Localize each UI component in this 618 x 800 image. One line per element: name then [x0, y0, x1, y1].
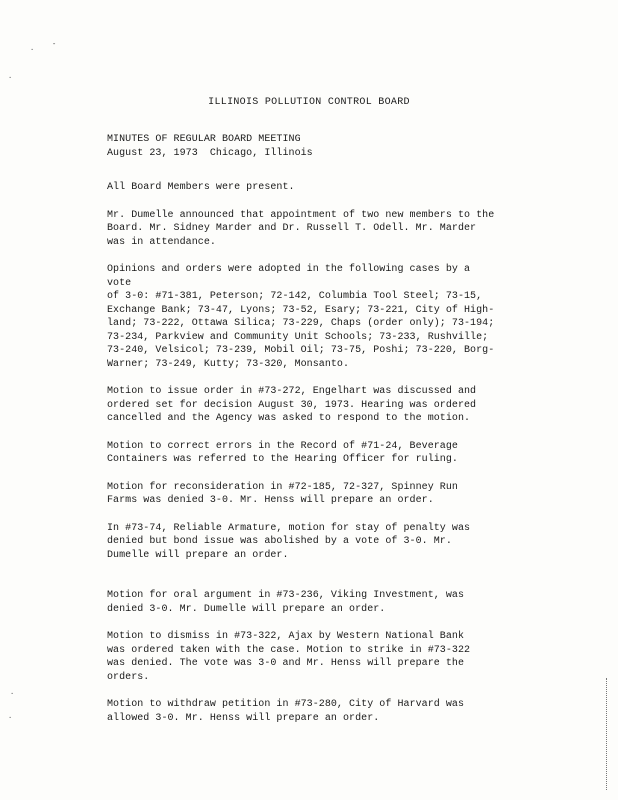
meeting-date-place: August 23, 1973 Chicago, Illinois [107, 147, 313, 159]
scan-speck: - [52, 41, 57, 49]
paragraph-new-members: Mr. Dumelle announced that appointment of two new members to the Board. Mr. Sidney Marder and Dr. Russell T. Odell. Mr. Marder was in attendance. [107, 209, 495, 248]
scan-speck: . [8, 713, 13, 721]
minutes-heading [107, 133, 313, 160]
paragraph-opinions-adopted: Opinions and orders were adopted in the following cases by a vote of 3-0: #71-381, Peterson; 72-142, Columbia Tool Steel; 73-15, Exchange Bank; 73-47, Lyons; 73-52, Esary; 73-221, City of High- land; 73-222, Ottawa Silica; 73-229, Chaps (order only); 73-194; 73-234, Parkview and Community Unit Schools; 73-233, Rushville; 73-240, Velsicol; 73-239, Mobil Oil; 73-75, Poshi; 73-220, Borg- Warner; 73-249, Kutty; 73-320, Monsanto. [107, 264, 495, 370]
scan-speck: . [10, 689, 15, 697]
paragraph-attendance: All Board Members were present. [107, 182, 295, 193]
paragraph-engelhart-motion: Motion to issue order in #73-272, Engelhart was discussed and ordered set for decision August 30, 1973. Hearing was ordered cancelled and the Agency was asked to respond to the motion. [107, 386, 477, 424]
paragraph-city-of-harvard: Motion to withdraw petition in #73-280, City of Harvard was allowed 3-0. Mr. Henss will prepare an order. [107, 699, 465, 724]
document-title: ILLINOIS POLLUTION CONTROL BOARD [208, 97, 410, 108]
paragraph-reliable-armature: In #73-74, Reliable Armature, motion for stay of penalty was denied but bond issue was abolished by a vote of 3-0. Mr. Dumelle will prepare an order. [107, 522, 471, 561]
scan-speck: . [8, 73, 13, 81]
paragraph-ajax-dismiss: Motion to dismiss in #73-322, Ajax by Western National Bank was ordered taken with the case. Motion to strike in #73-322 was denied. The vote was 3-0 and Mr. Henss will prepare the orders. [107, 631, 471, 683]
paragraph-beverage-containers: Motion to correct errors in the Record of #71-24, Beverage Containers was referred to the Hearing Officer for ruling. [107, 440, 458, 465]
scan-speck: . [30, 45, 35, 53]
paragraph-spinney-run: Motion for reconsideration in #72-185, 72-327, Spinney Run Farms was denied 3-0. Mr. Henss will prepare an order. [107, 481, 458, 506]
scan-edge-marks [606, 678, 611, 790]
paragraph-viking-investment: Motion for oral argument in #73-236, Viking Investment, was denied 3-0. Mr. Dumelle will prepare an order. [107, 590, 465, 615]
minutes-title: MINUTES OF REGULAR BOARD MEETING [107, 134, 301, 145]
minutes-body [107, 181, 497, 739]
